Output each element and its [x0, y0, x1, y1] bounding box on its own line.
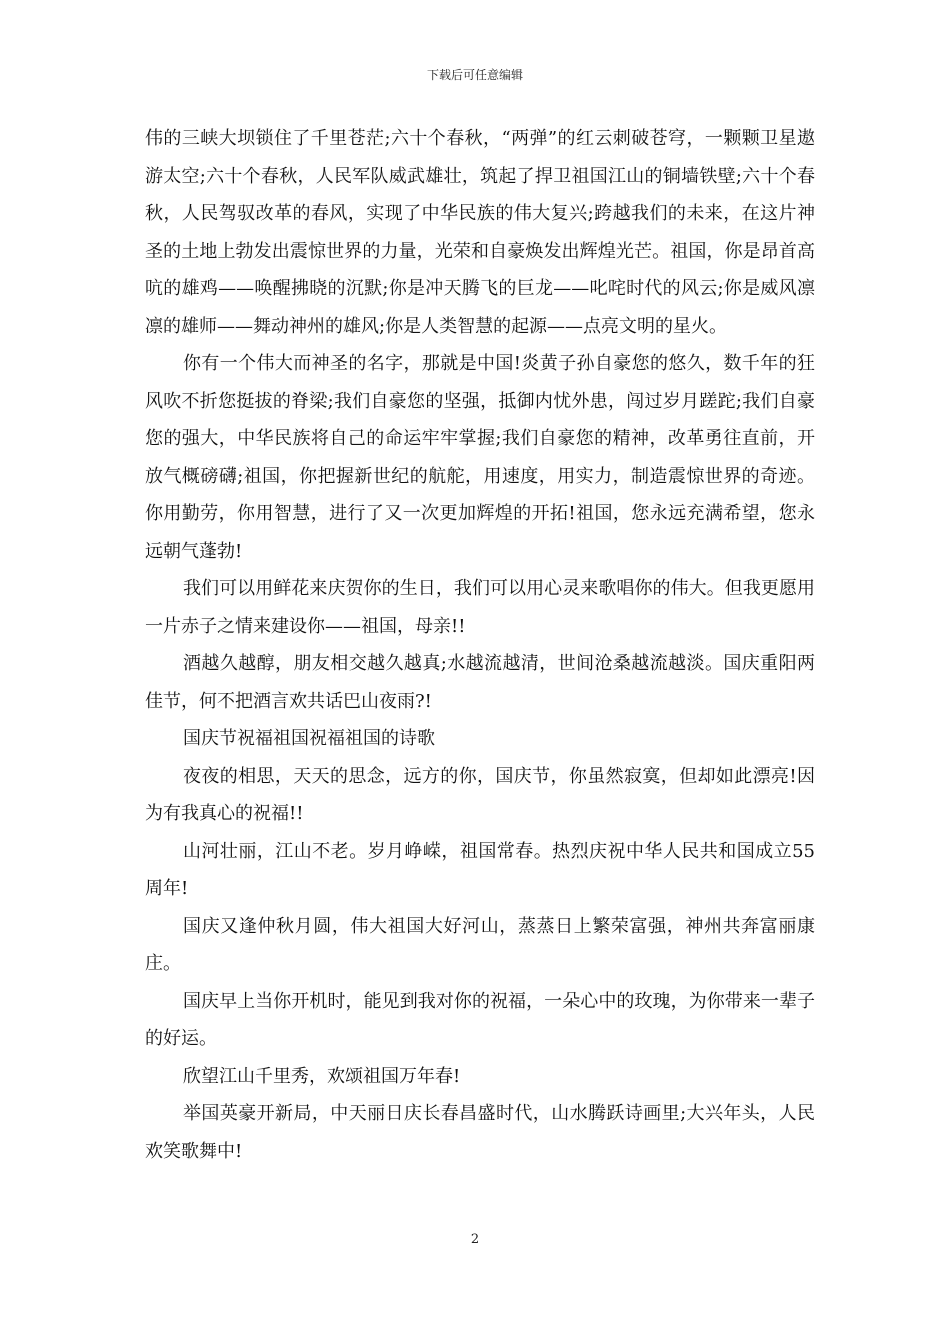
page-number: 2	[470, 1232, 480, 1247]
paragraph: 国庆又逢仲秋月圆，伟大祖国大好河山，蒸蒸日上繁荣富强，神州共奔富丽康庄。	[145, 915, 815, 974]
paragraph: 山河壮丽，江山不老。岁月峥嵘，祖国常春。热烈庆祝中华人民共和国成立55周年!	[145, 840, 815, 899]
paragraph: 欣望江山千里秀，欢颂祖国万年春!	[183, 1065, 461, 1087]
paragraph: 酒越久越醇，朋友相交越久越真;水越流越清，世间沧桑越流越淡。国庆重阳两佳节，何不把酒言欢共话巴山夜雨?!	[145, 653, 815, 712]
page-header: 下载后可任意编辑	[426, 68, 523, 82]
paragraph: 我们可以用鲜花来庆贺你的生日，我们可以用心灵来歌唱你的伟大。但我更愿用一片赤子之情来建设你——祖国，母亲!!	[145, 578, 815, 637]
paragraph: 夜夜的相思，天天的思念，远方的你，国庆节，你虽然寂寞，但却如此漂亮!因为有我真心的祝福!!	[145, 765, 815, 824]
section-heading: 国庆节祝福祖国祝福祖国的诗歌	[183, 728, 435, 749]
paragraph: 国庆早上当你开机时，能见到我对你的祝福，一朵心中的玫瑰，为你带来一辈子的好运。	[145, 990, 815, 1049]
paragraph: 举国英豪开新局，中天丽日庆长春昌盛时代，山水腾跃诗画里;大兴年头，人民欢笑歌舞中!	[145, 1103, 815, 1162]
document-body	[145, 120, 815, 1170]
paragraph: 你有一个伟大而神圣的名字，那就是中国!炎黄子孙自豪您的悠久，数千年的狂风吹不折您挺拔的脊梁;我们自豪您的坚强，抵御内忧外患，闯过岁月蹉跎;我们自豪您的强大，中华民族将自己的命运牢牢掌握;我们自豪您的精神，改革勇往直前，开放气概磅礴;祖国，你把握新世纪的航舵，用速度，用实力，制造震惊世界的奇迹。你用勤劳，你用智慧，进行了又一次更加辉煌的开拓!祖国，您永远充满希望，您永远朝气蓬勃!	[145, 353, 815, 562]
paragraph-continued: 伟的三峡大坝锁住了千里苍茫;六十个春秋，“两弹”的红云刺破苍穹，一颗颗卫星遨游太空;六十个春秋，人民军队威武雄壮，筑起了捍卫祖国江山的铜墙铁壁;六十个春秋，人民驾驭改革的春风，实现了中华民族的伟大复兴;跨越我们的未来，在这片神圣的土地上勃发出震惊世界的力量，光荣和自豪焕发出辉煌光芒。祖国，你是昂首高吭的雄鸡——唤醒拂晓的沉默;你是冲天腾飞的巨龙——叱咤时代的风云;你是威风凛凛的雄师——舞动神州的雄风;你是人类智慧的起源——点亮文明的星火。	[145, 128, 815, 337]
